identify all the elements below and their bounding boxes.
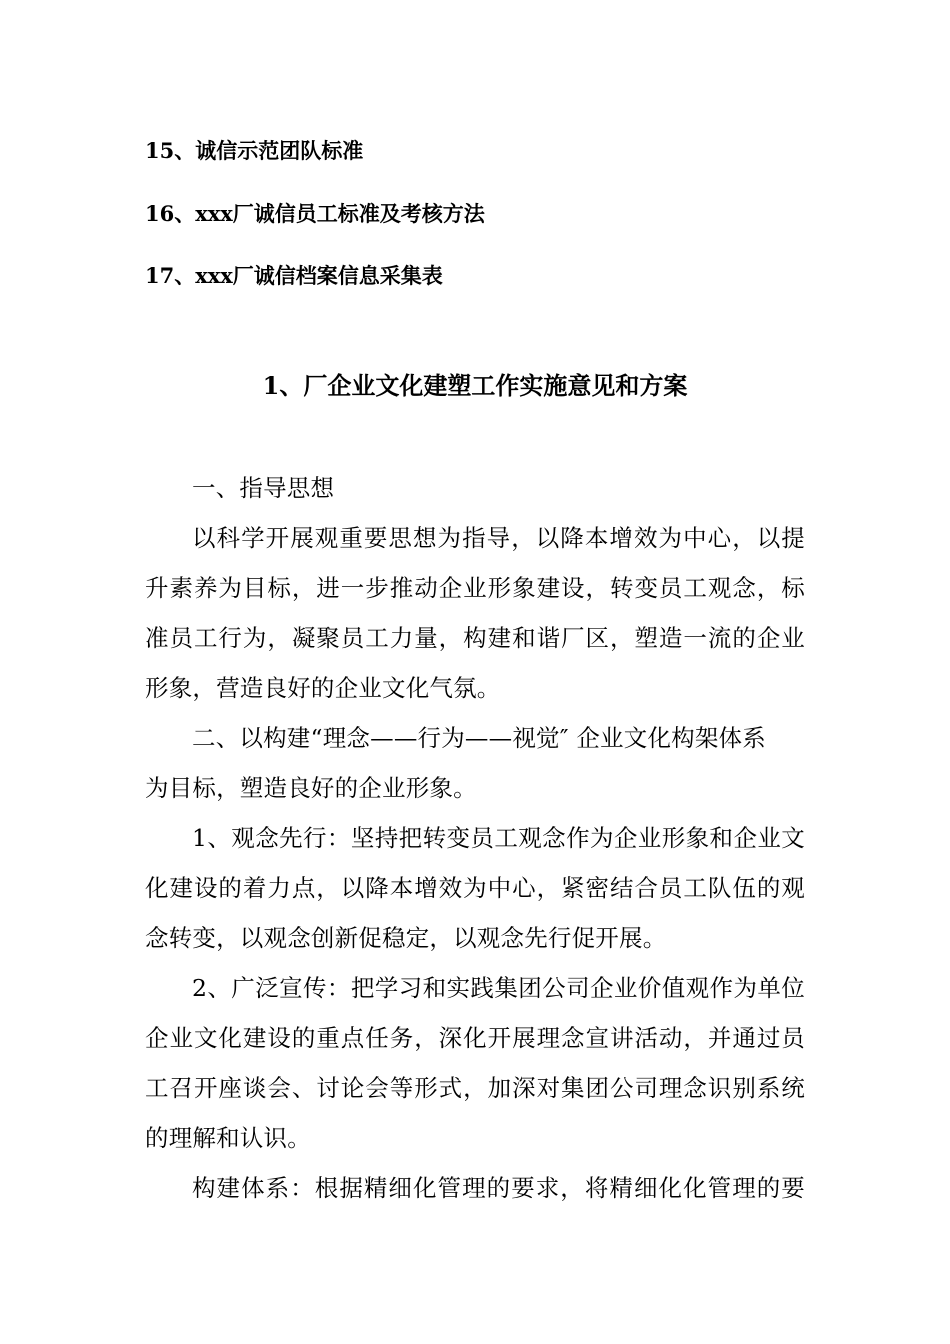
toc-item-15: 15、诚信示范团队标准 (145, 138, 364, 163)
paragraph-line: 企业文化建设的重点任务，深化开展理念宣讲活动，并通过员 (145, 1024, 805, 1052)
paragraph-line: 以科学开展观重要思想为指导，以降本增效为中心，以提 (192, 524, 805, 552)
paragraph-line: 准员工行为，凝聚员工力量，构建和谐厂区，塑造一流的企业 (145, 624, 805, 652)
paragraph-line: 构建体系：根据精细化管理的要求，将精细化化管理的要 (192, 1174, 805, 1202)
toc-item-17: 17、xxx厂诚信档案信息采集表 (145, 263, 443, 288)
paragraph-line: 升素养为目标，进一步推动企业形象建设，转变员工观念，标 (145, 574, 805, 602)
paragraph-line: 的理解和认识。 (145, 1124, 311, 1152)
body-text (145, 463, 805, 1213)
paragraph-line: 形象，营造良好的企业文化气氛。 (145, 674, 501, 702)
heading-guiding-ideology: 一、指导思想 (192, 474, 335, 502)
paragraph-line: 为目标，塑造良好的企业形象。 (145, 774, 477, 802)
paragraph-line: 化建设的着力点，以降本增效为中心，紧密结合员工队伍的观 (145, 874, 805, 902)
section-title: 1、厂企业文化建塑工作实施意见和方案 (262, 371, 688, 400)
heading-framework-goal: 二、以构建“理念——行为——视觉″ 企业文化构架体系 (192, 724, 766, 752)
paragraph-line: 2、广泛宣传：把学习和实践集团公司企业价值观作为单位 (192, 974, 805, 1002)
paragraph-line: 工召开座谈会、讨论会等形式，加深对集团公司理念识别系统 (145, 1074, 805, 1102)
paragraph-line: 念转变，以观念创新促稳定，以观念先行促开展。 (145, 924, 667, 952)
toc-item-16: 16、xxx厂诚信员工标准及考核方法 (145, 201, 485, 226)
paragraph-line: 1、观念先行：坚持把转变员工观念作为企业形象和企业文 (192, 824, 805, 852)
